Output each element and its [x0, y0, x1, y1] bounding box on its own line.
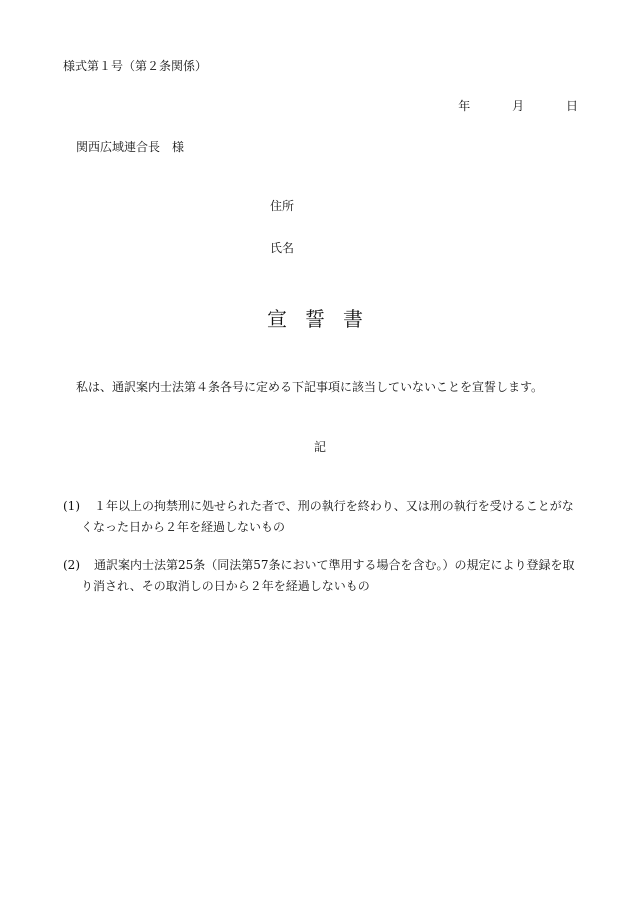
date-row	[458, 98, 578, 114]
list-item	[63, 496, 583, 538]
item-number: (1)	[63, 499, 80, 513]
item-text-line2: くなった日から２年を経過しないもの	[81, 520, 286, 534]
list-item	[63, 555, 583, 597]
title-char: 書	[343, 307, 363, 331]
date-month-label: 月	[512, 99, 525, 113]
document-title	[0, 307, 630, 331]
title-char: 宣	[267, 307, 287, 331]
address-label: 住所	[270, 199, 295, 213]
form-number: 様式第１号（第２条関係）	[63, 59, 208, 73]
item-text-line2: り消され、その取消しの日から２年を経過しないもの	[81, 579, 370, 593]
date-day-label: 日	[565, 99, 578, 113]
addressee: 関西広域連合長 様	[76, 140, 185, 154]
ki-heading: 記	[313, 440, 326, 454]
title-char: 誓	[305, 307, 325, 331]
name-label: 氏名	[270, 241, 295, 255]
item-number: (2)	[63, 558, 80, 572]
date-year-label: 年	[458, 99, 471, 113]
item-text-line1: 通訳案内士法第25条（同法第57条において準用する場合を含む。）の規定により登録を取	[94, 558, 575, 572]
declaration-text: 私は、通訳案内士法第４条各号に定める下記事項に該当していないことを宣誓します。	[76, 380, 544, 394]
item-text-line1: １年以上の拘禁刑に処せられた者で、刑の執行を終わり、又は刑の執行を受けることがな	[94, 499, 574, 513]
item-first-line	[63, 496, 583, 517]
item-first-line	[63, 555, 583, 576]
